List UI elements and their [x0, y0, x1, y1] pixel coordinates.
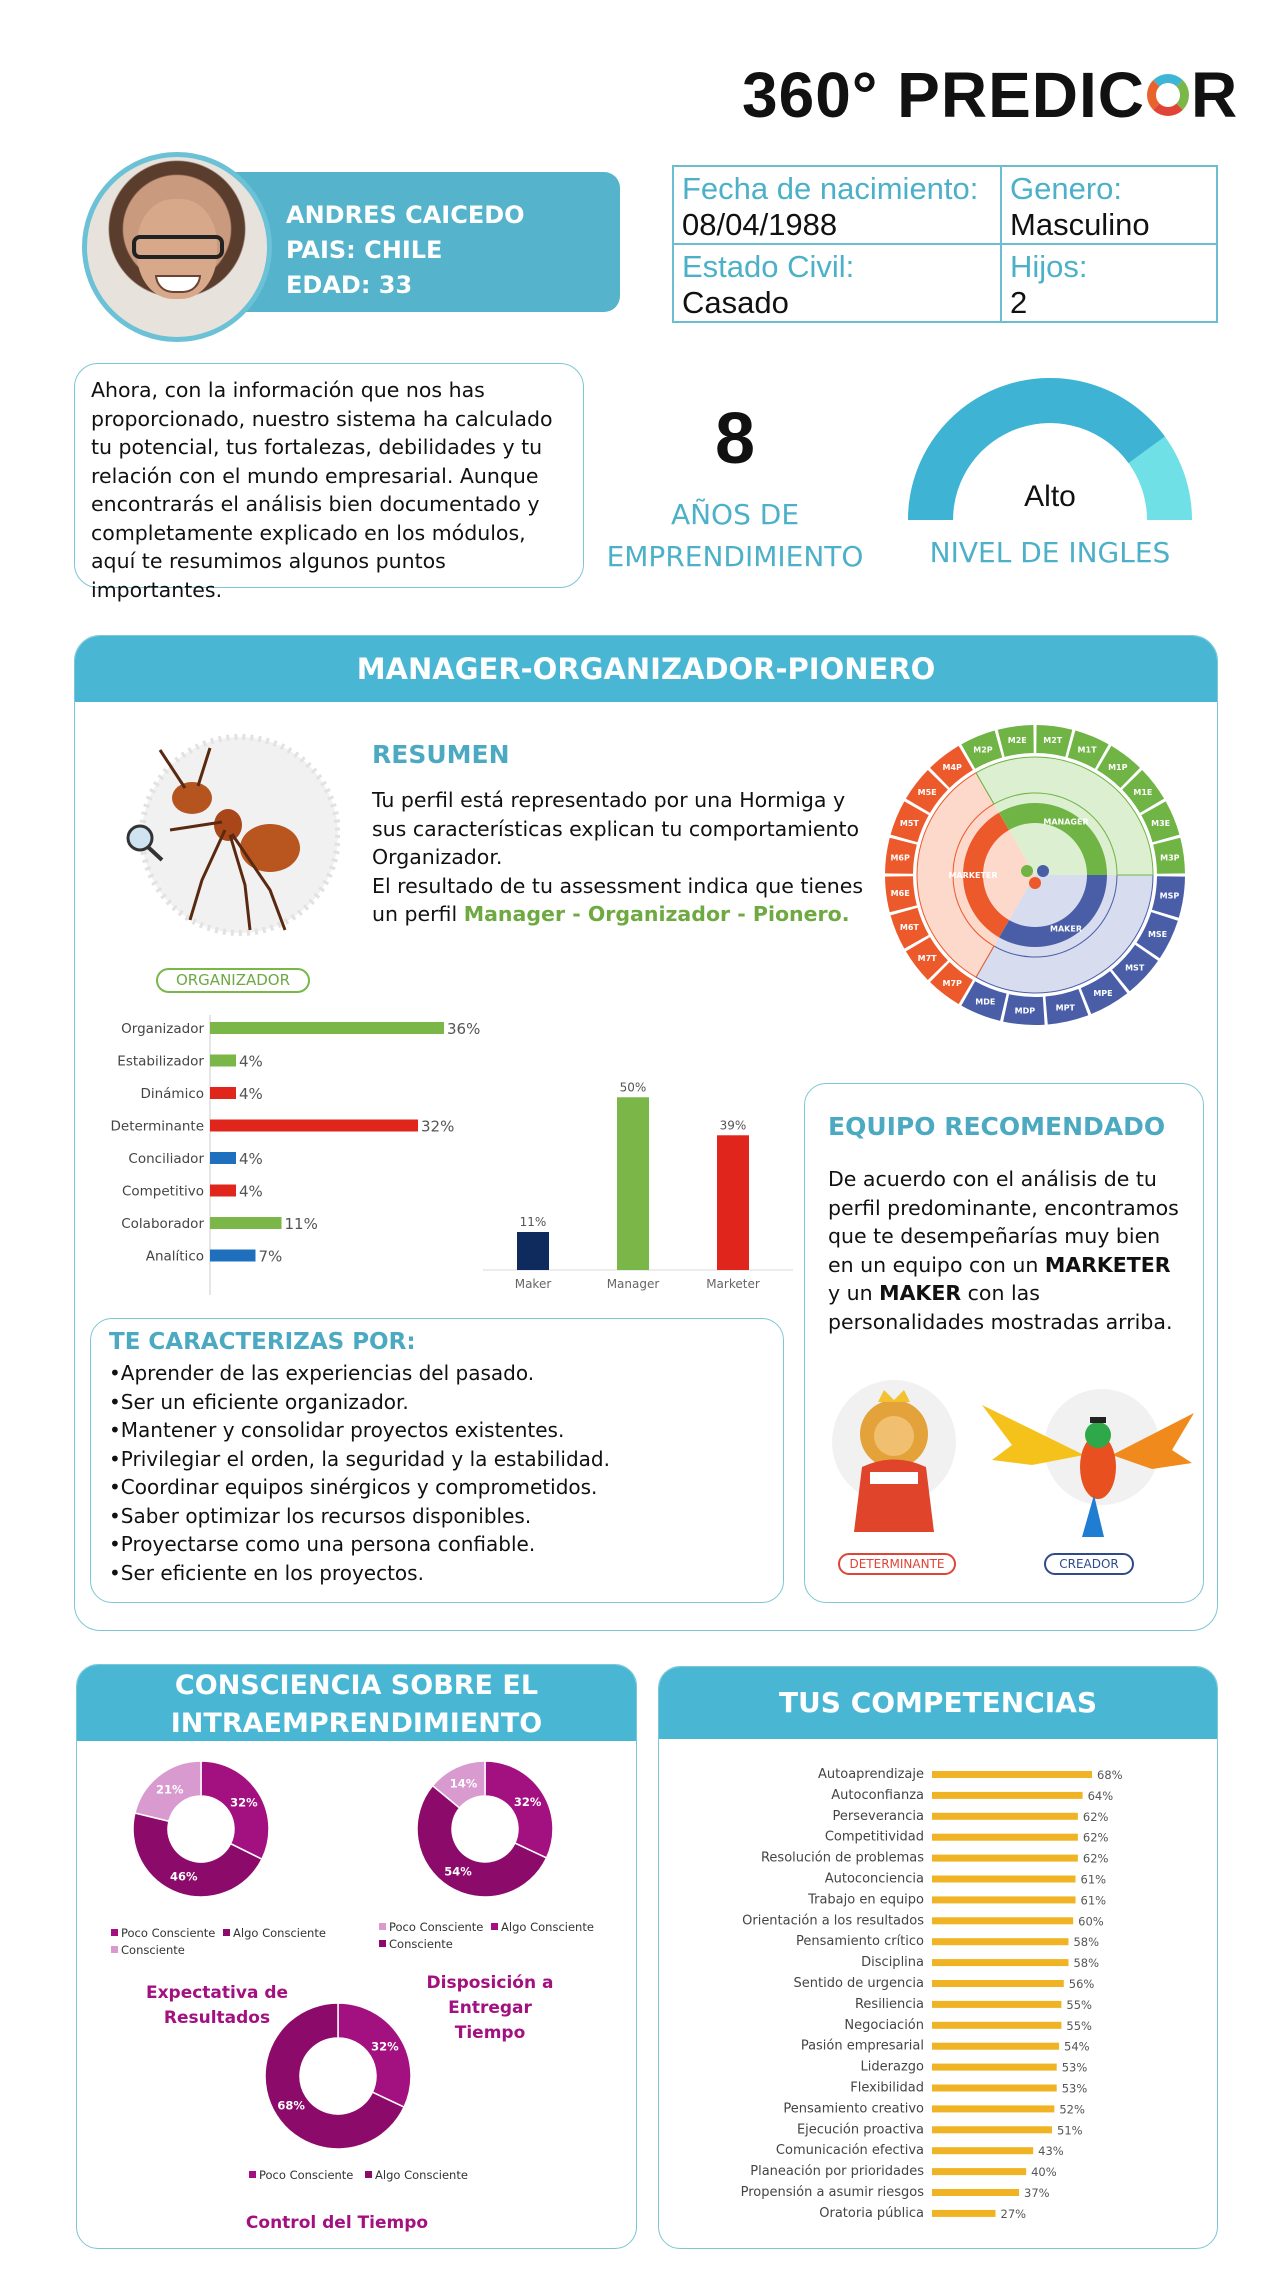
wheel-code-label: M2T: [1043, 736, 1063, 746]
english-level-value: Alto: [1024, 480, 1076, 513]
trait-label: Dinámico: [140, 1086, 204, 1102]
competencia-value: 62%: [1082, 1851, 1109, 1866]
donut-title-disposicion-2: Tiempo: [454, 2023, 526, 2043]
competencia-label: Trabajo en equipo: [808, 1892, 924, 1908]
profile-type-chart: [478, 1080, 798, 1300]
competencia-value: 53%: [1061, 2060, 1088, 2075]
list-item: •Saber optimizar los recursos disponibles.: [109, 1503, 532, 1528]
trait-label: Determinante: [110, 1118, 204, 1135]
wheel-code-label: M6E: [890, 888, 910, 898]
competencia-value: 61%: [1080, 1893, 1107, 1908]
competencia-label: Propensión a asumir riesgos: [740, 2185, 924, 2200]
wheel-code-label: M2E: [1007, 736, 1027, 746]
donut-slice: [201, 1761, 269, 1859]
birth-value: 08/04/1988: [682, 207, 838, 242]
competencia-bar: [932, 1813, 1078, 1820]
competencia-bar: [932, 1876, 1076, 1883]
equipo-text-3: con las personalidades mostradas arriba.: [828, 1281, 1173, 1334]
wheel-code-label: MPE: [1093, 988, 1113, 998]
legend-poco: Poco Consciente: [121, 1926, 216, 1940]
trait-bar: [210, 1087, 236, 1099]
civil-label: Estado Civil:: [682, 249, 855, 284]
competencia-bar: [932, 2105, 1054, 2112]
profile-type-label: Marketer: [706, 1277, 760, 1291]
trait-bar: [210, 1250, 256, 1262]
competencia-bar: [932, 1980, 1064, 1987]
trait-label: Conciliador: [128, 1151, 204, 1167]
competencia-label: Liderazgo: [860, 2059, 924, 2075]
donut-slice: [338, 2003, 411, 2107]
determinante-tag: DETERMINANTE: [838, 1553, 956, 1575]
profile-type-value: 11%: [519, 1215, 547, 1229]
competencia-label: Oratoria pública: [819, 2205, 924, 2221]
competencia-value: 43%: [1038, 2144, 1064, 2159]
competencia-label: Pasión empresarial: [800, 2038, 924, 2054]
trait-label: Analítico: [145, 1248, 204, 1265]
competencia-value: 54%: [1064, 2039, 1090, 2054]
resumen-text-1: Tu perfil está representado por una Hormiga y sus características explican tu comportamiento Organizador.: [372, 788, 860, 869]
profile-type-bar: [717, 1135, 749, 1270]
resumen-highlight: Manager - Organizador - Pionero.: [463, 902, 850, 926]
trait-bar: [210, 1055, 236, 1067]
brand-logo: [742, 58, 1238, 132]
competencia-label: Planeación por prioridades: [750, 2164, 924, 2180]
equipo-text: [828, 1165, 1188, 1336]
donut-disposicion: [415, 1759, 555, 1899]
years-label: [600, 494, 870, 578]
wheel-dot: [1029, 877, 1041, 889]
competencia-label: Pensamiento crítico: [796, 1934, 924, 1950]
legend-consciente: Consciente: [121, 1943, 185, 1957]
wheel-code-label: M1T: [1077, 745, 1097, 755]
legend-algo: Algo Consciente: [233, 1926, 326, 1940]
trait-value-label: 36%: [447, 1020, 481, 1038]
characteristics-box: [90, 1318, 784, 1603]
list-item: •Privilegiar el orden, la seguridad y la estabilidad.: [109, 1446, 610, 1471]
wheel-group-label: MAKER: [1050, 924, 1082, 934]
competencia-label: Autoaprendizaje: [818, 1767, 924, 1782]
competencia-bar: [932, 1938, 1068, 1945]
trait-bar: [210, 1120, 418, 1132]
equipo-text-1: De acuerdo con el análisis de tu perfil predominante, encontramos que te desempeñarías muy bien en un equipo con un: [828, 1167, 1179, 1277]
legend-disposicion: [379, 1919, 609, 1953]
wheel-code-label: M5E: [917, 788, 937, 798]
competencia-label: Competitividad: [824, 1829, 924, 1845]
competencia-value: 53%: [1061, 2081, 1088, 2096]
legend-poco: Poco Consciente: [389, 1920, 484, 1934]
wheel-code-label: M2P: [973, 745, 993, 755]
list-item: •Ser un eficiente organizador.: [109, 1389, 409, 1414]
personality-wheel: [880, 720, 1190, 1030]
equipo-text-2: y un: [828, 1281, 873, 1305]
profile-type-value: 39%: [719, 1118, 747, 1133]
creador-tag: CREADOR: [1044, 1553, 1134, 1575]
characteristics-list: [109, 1359, 765, 1587]
competencia-label: Resolución de problemas: [760, 1850, 924, 1866]
competencia-bar: [932, 2043, 1059, 2050]
years-number: 8: [714, 399, 756, 479]
resumen-text-2: El resultado de tu assessment indica que tienes un perfil: [372, 873, 864, 926]
competencia-label: Autoconciencia: [824, 1871, 924, 1887]
legend-control: [249, 2167, 489, 2184]
competencia-bar: [932, 2210, 996, 2217]
competencia-bar: [932, 2022, 1061, 2029]
competencia-value: 55%: [1066, 2018, 1092, 2033]
equipo-bold-marketer: MARKETER: [1044, 1252, 1171, 1277]
competencia-value: 37%: [1024, 2186, 1050, 2200]
gender-value: Masculino: [1010, 207, 1150, 242]
children-cell: [1001, 244, 1217, 322]
gender-cell: [1001, 166, 1217, 244]
competencia-value: 62%: [1082, 1809, 1109, 1824]
competencia-label: Ejecución proactiva: [796, 2122, 924, 2138]
donut-title-control: Control del Tiempo: [245, 2213, 429, 2233]
wheel-code-label: MSE: [1147, 930, 1168, 940]
logo-text-a: 360° PREDIC: [742, 59, 1145, 131]
civil-value: Casado: [682, 285, 789, 320]
donut-slice-label: 54%: [444, 1864, 472, 1879]
wheel-code-label: M3E: [1151, 818, 1171, 828]
wheel-code-label: M6T: [899, 923, 919, 933]
wheel-code-label: MSP: [1159, 891, 1180, 901]
competencia-bar: [932, 2147, 1033, 2154]
competencia-bar: [932, 1834, 1078, 1841]
wheel-group-label: MANAGER: [1043, 817, 1089, 827]
list-item: •Coordinar equipos sinérgicos y comprometidos.: [109, 1475, 598, 1499]
legend-algo: Algo Consciente: [501, 1920, 594, 1934]
competencia-bar: [932, 1771, 1092, 1778]
wheel-code-label: MST: [1125, 963, 1145, 973]
wheel-code-label: M5T: [899, 818, 919, 828]
competencia-value: 52%: [1059, 2102, 1085, 2117]
wheel-code-label: M4P: [942, 763, 962, 773]
competencia-bar: [932, 1917, 1073, 1924]
trait-bar: [210, 1185, 236, 1197]
competencia-label: Negociación: [844, 2017, 924, 2033]
birth-cell: [673, 166, 1001, 244]
equipo-bold-maker: MAKER: [879, 1281, 962, 1305]
competencias-chart: [700, 1762, 1200, 2232]
legend-expectativa: [111, 1925, 331, 1959]
trait-value-label: 4%: [239, 1085, 263, 1103]
competencia-value: 58%: [1073, 1935, 1100, 1950]
competencia-bar: [932, 2064, 1057, 2071]
donut-slice-label: 32%: [230, 1795, 258, 1810]
consciencia-title-line-1: CONSCIENCIA SOBRE EL: [174, 1670, 539, 1701]
trait-value-label: 7%: [258, 1247, 283, 1266]
donut-slice: [485, 1761, 553, 1858]
competencia-label: Disciplina: [861, 1955, 924, 1971]
donut-slice-label: 32%: [513, 1794, 542, 1809]
consciencia-title: [77, 1665, 636, 1741]
trait-value-label: 11%: [284, 1215, 318, 1233]
competencia-label: Comunicación efectiva: [775, 2143, 924, 2159]
list-item: •Mantener y consolidar proyectos existentes.: [109, 1418, 565, 1442]
english-level-label: NIVEL DE INGLES: [929, 536, 1171, 569]
consciencia-section: [76, 1664, 637, 2249]
donut-slice-label: 14%: [449, 1776, 478, 1791]
competencias-title: TUS COMPETENCIAS: [659, 1667, 1217, 1739]
profile-type-label: Manager: [606, 1277, 660, 1291]
trait-bar: [210, 1022, 444, 1034]
competencia-label: Resiliencia: [854, 1996, 924, 2012]
wheel-dot: [1037, 865, 1049, 877]
wheel-code-label: MDP: [1014, 1006, 1036, 1016]
competencia-label: Orientación a los resultados: [742, 1913, 924, 1929]
competencia-value: 68%: [1097, 1768, 1123, 1782]
list-item: •Proyectarse como una persona confiable.: [109, 1532, 536, 1556]
competencia-bar: [932, 1855, 1078, 1862]
profile-name: ANDRES CAICEDO: [286, 201, 525, 229]
birth-label: Fecha de nacimiento:: [682, 171, 979, 206]
consciencia-title-line-2: INTRAEMPRENDIMIENTO: [170, 1708, 543, 1739]
donut-title-disposicion: [395, 1971, 585, 2046]
logo-text-b: R: [1190, 59, 1239, 131]
competencia-bar: [932, 1792, 1083, 1799]
glasses-icon: [132, 235, 224, 259]
competencia-value: 61%: [1080, 1872, 1107, 1887]
organizador-tag: ORGANIZADOR: [156, 968, 310, 993]
competencia-bar: [932, 2189, 1019, 2196]
ant-icon: [110, 730, 340, 940]
competencia-value: 64%: [1087, 1788, 1114, 1803]
competencia-label: Pensamiento creativo: [783, 2101, 924, 2117]
competencia-value: 58%: [1073, 1956, 1100, 1971]
wheel-code-label: M1P: [1108, 763, 1128, 773]
competencia-bar: [932, 2001, 1061, 2008]
civil-cell: [673, 244, 1001, 322]
list-item: •Ser eficiente en los proyectos.: [109, 1560, 424, 1585]
donut-title-disposicion-1: Disposición a Entregar: [426, 1973, 554, 2018]
wheel-code-label: M7T: [917, 953, 937, 963]
competencia-label: Sentido de urgencia: [793, 1976, 924, 1991]
competencia-value: 40%: [1031, 2165, 1057, 2180]
competencia-label: Flexibilidad: [850, 2080, 924, 2096]
wheel-code-label: MPT: [1055, 1003, 1075, 1013]
competencia-bar: [932, 1959, 1068, 1966]
profile-country: PAIS: CHILE: [286, 236, 443, 264]
donut-slice-label: 68%: [277, 2098, 305, 2113]
profile-type-bar: [517, 1232, 549, 1270]
trait-bar: [210, 1152, 236, 1164]
competencia-value: 62%: [1082, 1830, 1109, 1845]
profile-age: EDAD: 33: [286, 271, 413, 299]
legend-consciente: Consciente: [389, 1937, 453, 1951]
wheel-code-label: M1E: [1133, 788, 1153, 798]
trait-label: Estabilizador: [117, 1053, 204, 1070]
donut-slice-label: 21%: [156, 1782, 184, 1797]
lion-icon: [822, 1372, 972, 1542]
gender-label: Genero:: [1010, 171, 1123, 206]
donut-expectativa: [131, 1759, 271, 1899]
children-value: 2: [1010, 285, 1028, 320]
personal-info-table: [672, 165, 1218, 323]
legend-poco: Poco Consciente: [259, 2168, 354, 2182]
trait-label: Organizador: [121, 1021, 204, 1037]
competencia-bar: [932, 2085, 1057, 2092]
wheel-code-label: MDE: [975, 997, 996, 1007]
competencia-value: 60%: [1078, 1914, 1104, 1929]
resumen-title: RESUMEN: [372, 740, 510, 769]
wheel-group-label: MARKETER: [948, 871, 998, 880]
trait-label: Colaborador: [121, 1216, 204, 1232]
characteristics-title: TE CARACTERIZAS POR:: [109, 1329, 416, 1355]
resumen-text: [372, 786, 872, 929]
trait-bar: [210, 1217, 282, 1229]
competencia-bar: [932, 2168, 1026, 2175]
profile-type-label: Maker: [514, 1277, 552, 1291]
competencia-value: 56%: [1068, 1977, 1095, 1991]
trait-value-label: 4%: [239, 1182, 263, 1201]
wheel-code-label: M7P: [942, 978, 962, 988]
competencia-label: Perseverancia: [832, 1808, 924, 1824]
years-label-line-1: AÑOS DE: [670, 498, 800, 531]
profile-type-bar: [617, 1097, 649, 1270]
trait-value-label: 4%: [239, 1052, 263, 1071]
donut-title-expectativa-1: Expectativa de: [145, 1983, 289, 2003]
competencia-bar: [932, 2126, 1052, 2133]
equipo-title: EQUIPO RECOMENDADO: [828, 1112, 1166, 1141]
trait-value-label: 32%: [421, 1117, 455, 1136]
profile-type-value: 50%: [619, 1080, 647, 1095]
parrot-icon: [972, 1385, 1197, 1540]
donut-title-expectativa-2: Resultados: [163, 2008, 271, 2028]
donut-slice-label: 46%: [169, 1869, 198, 1884]
traits-bar-chart: [100, 1010, 500, 1300]
logo-ring-icon: [1147, 74, 1189, 116]
competencia-value: 27%: [1000, 2206, 1027, 2221]
intro-text: Ahora, con la información que nos has proporcionado, nuestro sistema ha calculado tu potencial, tus fortalezas, debilidades y tu relación con el mundo empresarial. Aunque encontrarás el análisis bien documentado y completamente explicado en los módulos, aquí te resumimos algunos puntos importantes.: [74, 363, 584, 588]
years-label-line-2: EMPRENDIMIENTO: [606, 540, 864, 573]
competencia-value: 55%: [1066, 1997, 1092, 2012]
list-item: •Aprender de las experiencias del pasado.: [109, 1361, 535, 1385]
donut-slice-label: 32%: [371, 2039, 399, 2054]
competencia-label: Autoconfianza: [831, 1787, 924, 1803]
children-label: Hijos:: [1010, 249, 1088, 284]
wheel-code-label: M6P: [890, 853, 910, 863]
legend-algo: Algo Consciente: [375, 2168, 468, 2182]
wheel-dot: [1021, 865, 1033, 877]
competencia-bar: [932, 1896, 1076, 1903]
competencia-value: 51%: [1057, 2123, 1083, 2138]
avatar: [82, 152, 272, 342]
wheel-code-label: M3P: [1160, 853, 1180, 863]
profile-section-title: MANAGER-ORGANIZADOR-PIONERO: [75, 636, 1217, 702]
trait-value-label: 4%: [239, 1150, 263, 1168]
donut-control: [263, 2001, 413, 2151]
trait-label: Competitivo: [121, 1183, 204, 1200]
